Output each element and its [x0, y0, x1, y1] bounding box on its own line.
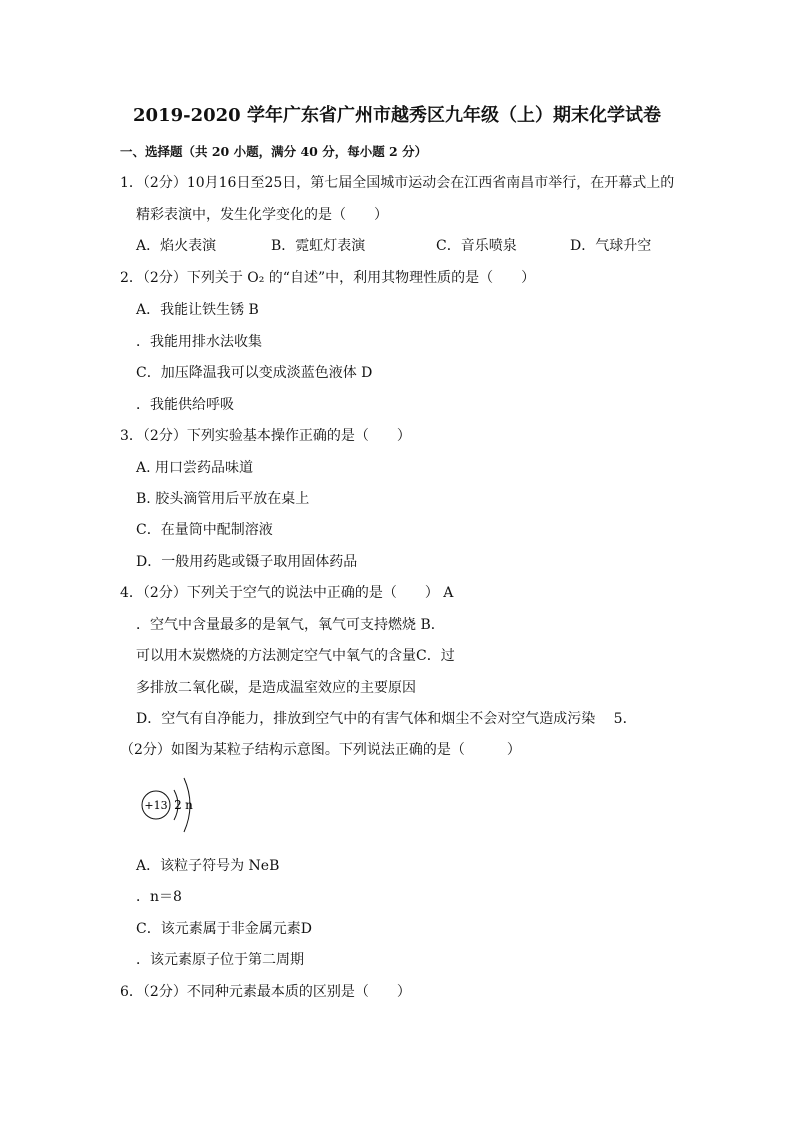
question-2-line: ．我能供给呼吸	[136, 397, 234, 413]
shell-1-electrons: 2	[174, 798, 182, 812]
question-2-line: ．我能用排水法收集	[136, 334, 262, 350]
option-a: A．焰火表演	[136, 238, 217, 254]
section-heading: 一、选择题（共 20 小题，满分 40 分，每小题 2 分）	[120, 144, 428, 159]
atom-structure-diagram	[136, 770, 206, 840]
question-5-option: C．该元素属于非金属元素D	[136, 921, 312, 937]
nucleus-charge: +13	[144, 799, 168, 812]
question-3-option: B. 胶头滴管用后平放在桌上	[136, 491, 310, 507]
question-4-line: 可以用木炭燃烧的方法测定空气中氧气的含量C．过	[136, 648, 455, 664]
question-5-option: ．该元素原子位于第二周期	[136, 952, 304, 968]
question-2-line: C．加压降温我可以变成淡蓝色液体 D	[136, 365, 373, 381]
question-4-line: ．空气中含量最多的是氧气，氧气可支持燃烧 B．	[136, 617, 445, 633]
question-3-option: D．一般用药匙或镊子取用固体药品	[136, 554, 358, 570]
question-5-option: A．该粒子符号为 NeB	[136, 858, 280, 874]
question-4-stem: 4．（2分）下列关于空气的说法中正确的是（ ） A	[120, 585, 454, 601]
option-b: B．霓虹灯表演	[271, 238, 366, 254]
option-d: D．气球升空	[570, 238, 652, 254]
question-3-option: A. 用口尝药品味道	[136, 460, 254, 476]
page-title: 2019-2020 学年广东省广州市越秀区九年级（上）期末化学试卷	[133, 105, 661, 126]
question-1-stem-cont: 精彩表演中，发生化学变化的是（ ）	[136, 207, 388, 223]
question-6-stem: 6．（2分）不同种元素最本质的区别是（ ）	[120, 984, 411, 1000]
question-4-line: D．空气有自净能力，排放到空气中的有害气体和烟尘不会对空气造成污染 5．	[136, 711, 637, 727]
shell-2-electrons: n	[185, 798, 193, 812]
question-5-option: ．n＝8	[136, 889, 182, 905]
question-5-stem: （2分）如图为某粒子结构示意图。下列说法正确的是（ ）	[120, 742, 521, 758]
question-4-line: 多排放二氧化碳，是造成温室效应的主要原因	[136, 680, 416, 696]
question-1-stem: 1．（2分）10月16日至25日，第七届全国城市运动会在江西省南昌市举行，在开幕式上的	[120, 175, 675, 191]
question-3-option: C．在量筒中配制溶液	[136, 522, 273, 538]
option-c: C．音乐喷泉	[436, 238, 517, 254]
question-1-options	[136, 237, 651, 255]
question-3-stem: 3．（2分）下列实验基本操作正确的是（ ）	[120, 428, 411, 444]
question-2-stem: 2．（2分）下列关于 O₂ 的“自述”中，利用其物理性质的是（ ）	[120, 270, 536, 286]
question-2-line: A．我能让铁生锈 B	[136, 302, 259, 318]
